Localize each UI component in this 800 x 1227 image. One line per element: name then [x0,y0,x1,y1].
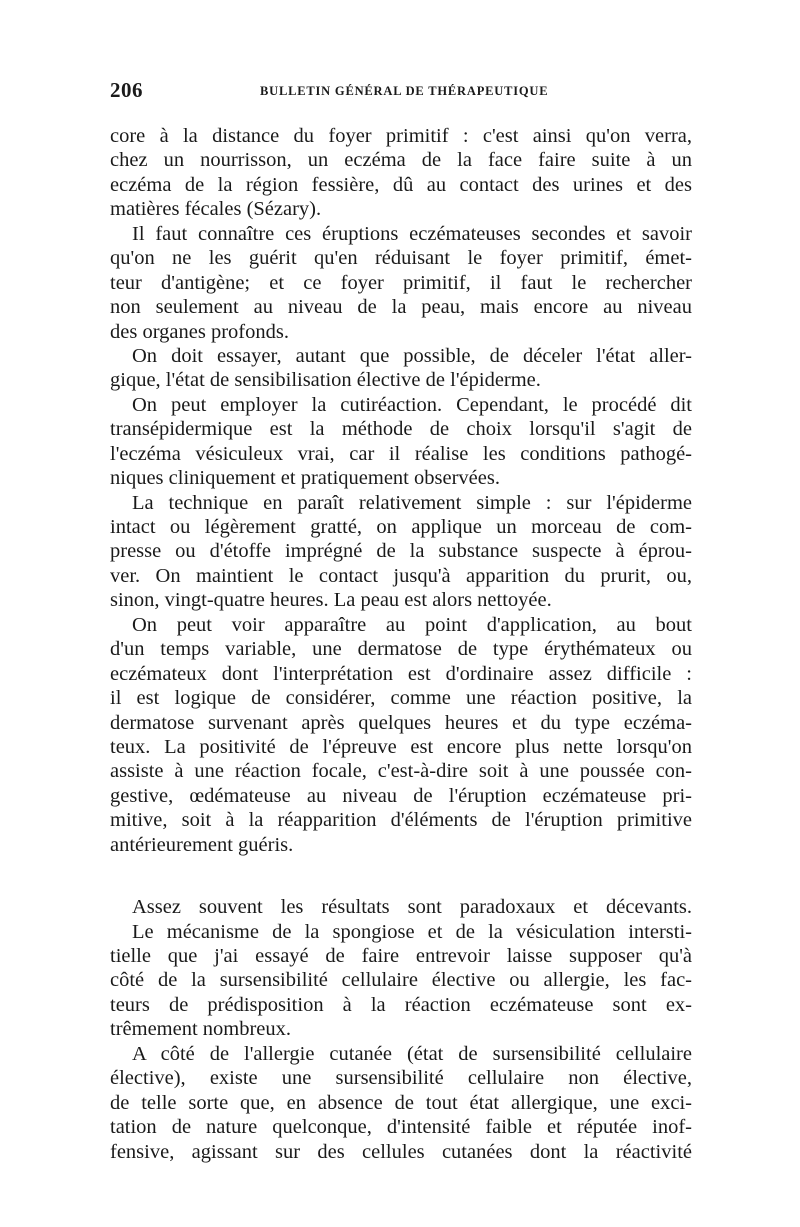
text-line: teurs de prédisposition à la réaction eczémateuse sont ex- [110,993,692,1016]
text-line: intact ou légèrement gratté, on applique un morceau de com- [110,516,692,538]
text-line: La technique en paraît relativement simple : sur l'épiderme [132,491,692,514]
text-line: gestive, œdémateuse au niveau de l'éruption eczémateuse pri- [110,784,692,807]
text-line: qu'on ne les guérit qu'en réduisant le foyer primitif, émet- [110,247,692,270]
text-line: antérieurement guéris. [110,833,294,856]
text-line: gique, l'état de sensibilisation élective de l'épiderme. [110,369,541,392]
text-line: matières fécales (Sézary). [110,198,322,221]
text-line: d'un temps variable, une dermatose de type érythémateux ou [110,638,692,661]
body-text [110,124,692,1164]
text-line: non seulement au niveau de la peau, mais encore au niveau [110,296,692,319]
text-line: eczéma de la région fessière, dû au contact des urines et des [110,173,692,196]
text-line: sinon, vingt-quatre heures. La peau est alors nettoyée. [110,589,552,612]
text-line: presse ou d'étoffe imprégné de la substance suspecte à éprou- [110,540,692,563]
paragraph [110,491,692,613]
text-line: Il faut connaître ces éruptions eczémateuses secondes et savoir [132,222,692,245]
text-line: Le mécanisme de la spongiose et de la vésiculation intersti- [132,920,692,943]
text-line: de telle sorte que, en absence de tout état allergique, une exci- [110,1091,692,1114]
text-line: l'eczéma vésiculeux vrai, car il réalise les conditions pathogé- [110,442,692,465]
text-line: transépidermique est la méthode de choix lorsqu'il s'agit de [110,418,692,441]
paragraph [110,920,692,1042]
text-line: assiste à une réaction focale, c'est-à-dire soit à une poussée con- [110,760,692,783]
running-title: BULLETIN GÉNÉRAL DE THÉRAPEUTIQUE [260,84,549,98]
text-line: tielle que j'ai essayé de faire entrevoir laisse supposer qu'à [110,945,692,967]
text-line: trêmement nombreux. [110,1018,292,1041]
text-line: On peut voir apparaître au point d'application, au bout [132,613,692,636]
text-line: On peut employer la cutiréaction. Cependant, le procédé dit [132,393,692,416]
text-line: mitive, soit à la réapparition d'éléments de l'éruption primitive [110,809,692,832]
text-line: élective), existe une sursensibilité cellulaire non élective, [110,1067,692,1090]
paragraph [110,613,692,857]
text-line: fensive, agissant sur des cellules cutanées dont la réactivité [110,1140,692,1163]
text-line: des organes profonds. [110,320,289,343]
page-number: 206 [110,78,143,102]
page-header [110,78,700,102]
text-line: On doit essayer, autant que possible, de déceler l'état aller- [132,344,692,367]
paragraph [110,895,692,919]
paragraph [110,124,692,222]
text-line: teux. La positivité de l'épreuve est encore plus nette lorsqu'on [110,735,692,758]
section-gap [110,857,692,895]
text-line: il est logique de considérer, comme une réaction positive, la [110,687,692,710]
text-line: eczémateux dont l'interprétation est d'ordinaire assez difficile : [110,662,692,685]
text-line: A côté de l'allergie cutanée (état de sursensibilité cellulaire [132,1042,692,1065]
paragraph [110,393,692,491]
paragraph [110,344,692,393]
text-line: niques cliniquement et pratiquement observées. [110,467,500,490]
text-line: côté de la sursensibilité cellulaire élective ou allergie, les fac- [110,969,692,992]
text-line: Assez souvent les résultats sont paradoxaux et décevants. [132,896,692,919]
text-line: dermatose survenant après quelques heures et du type eczéma- [110,711,692,734]
text-line: ver. On maintient le contact jusqu'à apparition du prurit, ou, [110,564,692,587]
text-line: tation de nature quelconque, d'intensité faible et réputée inof- [110,1116,692,1139]
text-line: chez un nourrisson, un eczéma de la face faire suite à un [110,149,692,172]
text-line: core à la distance du foyer primitif : c'est ainsi qu'on verra, [110,125,692,147]
paragraph [110,222,692,344]
paragraph [110,1042,692,1164]
text-line: teur d'antigène; et ce foyer primitif, il faut le rechercher [110,271,692,294]
